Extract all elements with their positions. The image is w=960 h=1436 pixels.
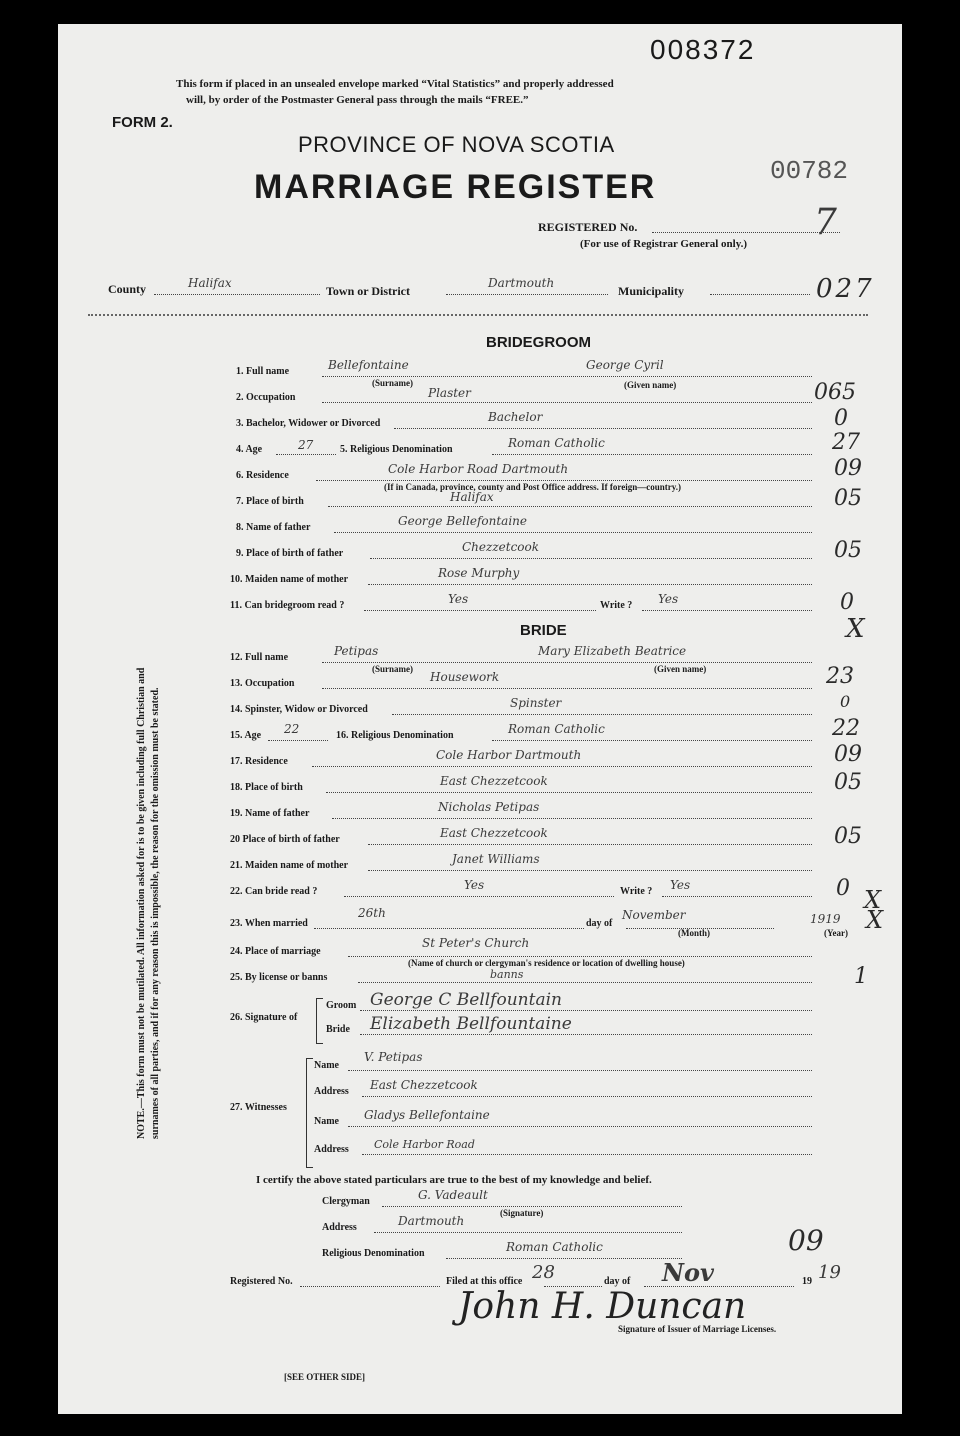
cert-religion-line (446, 1258, 682, 1259)
county-label: County (108, 282, 147, 296)
bride-occupation-line (322, 688, 812, 689)
groom-religion: Roman Catholic (508, 436, 605, 450)
groom-father-birthplace: Chezzetcook (462, 540, 540, 554)
code-groom-age: 27 (832, 430, 860, 455)
bride-sig-label: Bride (326, 1024, 350, 1035)
married-day: 26th (358, 906, 386, 920)
bride-status-line (392, 714, 812, 715)
bride-father-birthplace-line (368, 844, 812, 845)
bride-read-line (344, 896, 614, 897)
bride-birthplace: East Chezzetcook (440, 774, 548, 788)
witness-1-name: V. Petipas (364, 1050, 423, 1064)
cert-address-label: Address (322, 1222, 357, 1233)
code-bride-occupation: 23 (826, 664, 854, 689)
issuer-signature: John H. Duncan (458, 1286, 747, 1327)
bride-age: 22 (284, 722, 300, 736)
witnesses-label: 27. Witnesses (230, 1102, 287, 1113)
filed-day: 28 (532, 1262, 555, 1283)
bride-occupation: Housework (430, 670, 500, 684)
year-note: (Year) (824, 928, 848, 938)
registered-line (652, 232, 840, 233)
code-groom-residence: 09 (834, 456, 862, 481)
cert-religion-label: Religious Denomination (322, 1248, 425, 1259)
signature-of-label: 26. Signature of (230, 1012, 298, 1023)
groom-write: Yes (658, 592, 679, 606)
place-of-marriage-label: 24. Place of marriage (230, 946, 321, 957)
bride-read: Yes (464, 878, 485, 892)
groom-age-line (276, 454, 336, 455)
cert-address: Dartmouth (398, 1214, 465, 1228)
groom-father-line (334, 532, 812, 533)
bride-residence-line (312, 766, 812, 767)
groom-read-line (364, 610, 596, 611)
code-groom-write: X (846, 614, 865, 644)
w1-address-label: Address (314, 1086, 349, 1097)
side-note (136, 479, 161, 1139)
groom-age: 27 (298, 438, 314, 452)
bride-read-label: 22. Can bride read ? (230, 886, 318, 897)
groom-surname: Bellefontaine (328, 358, 409, 372)
groom-birthplace: Halifax (450, 490, 494, 504)
municipality-label: Municipality (618, 284, 685, 298)
mail-note-line-1: This form if placed in an unsealed envelope marked “Vital Statistics” and properly addressed (176, 78, 614, 90)
side-note-line-1: NOTE.—This form must not be mutilated. All information asked for is to be given including full Christian and (136, 667, 147, 1139)
bride-birthplace-label: 18. Place of birth (230, 782, 303, 793)
groom-residence-label: 6. Residence (236, 470, 289, 481)
code-groom-father-birthplace: 05 (834, 538, 862, 563)
groom-given-note: (Given name) (624, 380, 677, 390)
bride-surname: Petipas (334, 644, 379, 658)
bride-fullname-label: 12. Full name (230, 652, 289, 663)
married-month: November (622, 908, 686, 922)
county-line (154, 294, 320, 295)
filed-day-of-label: day of (604, 1276, 631, 1287)
bride-residence-label: 17. Residence (230, 756, 288, 767)
municipality-line (710, 294, 810, 295)
registered-value: 7 (814, 202, 837, 243)
town-line (446, 294, 608, 295)
groom-father-birthplace-label: 9. Place of birth of father (236, 548, 344, 559)
certification-statement: I certify the above stated particulars are true to the best of my knowledge and belief. (256, 1174, 652, 1186)
province-title: PROVINCE OF NOVA SCOTIA (298, 132, 615, 157)
bride-father-label: 19. Name of father (230, 808, 310, 819)
bride-write-line (662, 896, 812, 897)
witness-2-address: Cole Harbor Road (374, 1138, 475, 1151)
bride-surname-note: (Surname) (372, 664, 413, 674)
bride-write: Yes (670, 878, 691, 892)
groom-given: George Cyril (586, 358, 664, 372)
bride-heading: BRIDE (520, 622, 567, 639)
town-label: Town or District (326, 284, 410, 298)
mail-note-line-2: will, by order of the Postmaster General pass through the mails “FREE.” (186, 94, 529, 106)
signature-brace (316, 998, 323, 1044)
code-bride-age: 22 (832, 716, 860, 741)
married-year: 1919 (810, 912, 841, 926)
clergyman-signature: G. Vadeault (418, 1188, 488, 1202)
registered-no-line (300, 1286, 440, 1287)
cert-religion: Roman Catholic (506, 1240, 603, 1254)
groom-occupation: Plaster (428, 386, 471, 400)
registered-no-label: Registered No. (230, 1276, 293, 1287)
municipality-value: 027 (816, 274, 875, 304)
w2-address-label: Address (314, 1144, 349, 1155)
w1-name-line (348, 1070, 812, 1071)
town-value: Dartmouth (488, 276, 555, 290)
groom-sig-label: Groom (326, 1000, 357, 1011)
registered-label: REGISTERED No. (538, 220, 638, 234)
groom-write-line (642, 610, 812, 611)
code-bride-status: 0 (840, 692, 851, 711)
groom-mother: Rose Murphy (438, 566, 520, 580)
code-bride-father-birthplace: 05 (834, 824, 862, 849)
w2-name-line (348, 1126, 812, 1127)
marriage-register-form (58, 24, 902, 1414)
cert-address-line (374, 1232, 682, 1233)
clergyman-label: Clergyman (322, 1196, 370, 1207)
bride-religion-line (492, 740, 812, 741)
place-of-marriage-line (348, 956, 812, 957)
form-number: FORM 2. (112, 114, 173, 131)
groom-status-line (394, 428, 812, 429)
filed-label: Filed at this office (446, 1276, 523, 1287)
bride-fullname-line (322, 662, 812, 663)
groom-write-label: Write ? (600, 600, 633, 611)
witness-2-name: Gladys Bellefontaine (364, 1108, 490, 1122)
bride-age-label: 15. Age (230, 730, 262, 741)
groom-occupation-label: 2. Occupation (236, 392, 296, 403)
groom-sig-line (360, 1010, 812, 1011)
bride-given: Mary Elizabeth Beatrice (538, 644, 687, 658)
day-of-label: day of (586, 918, 613, 929)
code-groom-birthplace: 05 (834, 486, 862, 511)
groom-mother-label: 10. Maiden name of mother (230, 574, 349, 585)
bride-religion-label: 16. Religious Denomination (336, 730, 454, 741)
bride-sig-line (360, 1034, 812, 1035)
groom-birthplace-label: 7. Place of birth (236, 496, 304, 507)
code-bride-residence: 09 (834, 742, 862, 767)
bride-birthplace-line (326, 792, 812, 793)
bride-status-label: 14. Spinster, Widow or Divorced (230, 704, 368, 715)
groom-age-label: 4. Age (236, 444, 263, 455)
witnesses-brace (306, 1058, 313, 1168)
groom-fullname-label: 1. Full name (236, 366, 290, 377)
groom-residence-line (316, 480, 812, 481)
groom-father-birthplace-line (370, 558, 812, 559)
month-note: (Month) (678, 928, 710, 938)
bride-residence: Cole Harbor Dartmouth (436, 748, 582, 762)
license-line (358, 982, 812, 983)
bride-father-line (332, 818, 812, 819)
code-bride-birthplace: 05 (834, 770, 862, 795)
license-value: banns (490, 968, 524, 981)
place-note: (Name of church or clergyman's residence or location of dwelling house) (408, 958, 685, 968)
w1-name-label: Name (314, 1060, 339, 1071)
stamp-number: 00782 (770, 156, 849, 186)
side-note-line-2: surnames of all parties, and if for any reason this is impossible, the reason for the omission must be stated. (150, 687, 161, 1139)
groom-status: Bachelor (488, 410, 543, 424)
code-license: 1 (854, 964, 868, 989)
section-rule (88, 314, 868, 316)
bride-religion: Roman Catholic (508, 722, 605, 736)
code-groom-status: 0 (834, 406, 848, 431)
bride-father: Nicholas Petipas (438, 800, 540, 814)
code-groom-occupation: 065 (814, 380, 856, 405)
groom-father: George Bellefontaine (398, 514, 527, 528)
groom-fullname-line (322, 376, 812, 377)
groom-residence-note: (If in Canada, province, county and Post Office address. If foreign—country.) (384, 482, 682, 492)
license-label: 25. By license or banns (230, 972, 328, 983)
clergyman-line (382, 1206, 682, 1207)
groom-father-label: 8. Name of father (236, 522, 311, 533)
groom-signature: George C Bellfountain (370, 990, 562, 1010)
registrar-note: (For use of Registrar General only.) (580, 238, 748, 250)
groom-read: Yes (448, 592, 469, 606)
issuer-note: Signature of Issuer of Marriage Licenses. (618, 1324, 777, 1334)
w2-name-label: Name (314, 1116, 339, 1127)
see-other-side: [SEE OTHER SIDE] (284, 1372, 366, 1382)
groom-religion-label: 5. Religious Denomination (340, 444, 453, 455)
w2-address-line (362, 1154, 812, 1155)
bride-father-birthplace-label: 20 Place of birth of father (230, 834, 340, 845)
filed-year-prefix: 19 (802, 1276, 812, 1287)
bride-mother-line (368, 870, 812, 871)
bride-signature: Elizabeth Bellfountaine (370, 1014, 572, 1034)
bridegroom-heading: BRIDEGROOM (486, 334, 591, 351)
filed-year-suffix: 19 (818, 1262, 841, 1283)
code-groom-read: 0 (840, 590, 854, 615)
bride-mother-label: 21. Maiden name of mother (230, 860, 349, 871)
groom-status-label: 3. Bachelor, Widower or Divorced (236, 418, 381, 429)
groom-surname-note: (Surname) (372, 378, 413, 388)
code-year-mark: X (866, 906, 884, 934)
bride-father-birthplace: East Chezzetcook (440, 826, 548, 840)
groom-mother-line (368, 584, 812, 585)
bride-occupation-label: 13. Occupation (230, 678, 295, 689)
filed-month: Nov (662, 1258, 714, 1287)
bride-given-note: (Given name) (654, 664, 707, 674)
code-bride-read: 0 (836, 876, 850, 901)
groom-religion-line (492, 454, 812, 455)
groom-occupation-line (322, 402, 812, 403)
witness-1-address: East Chezzetcook (370, 1078, 478, 1092)
groom-residence: Cole Harbor Road Dartmouth (388, 462, 569, 476)
code-bride-write: X (864, 886, 882, 914)
w1-address-line (362, 1096, 812, 1097)
bride-mother: Janet Williams (452, 852, 540, 866)
bride-age-line (268, 740, 328, 741)
groom-read-label: 11. Can bridegroom read ? (230, 600, 345, 611)
groom-birthplace-line (328, 506, 812, 507)
code-clergy: 09 (788, 1224, 824, 1257)
bride-write-label: Write ? (620, 886, 653, 897)
signature-note: (Signature) (500, 1208, 544, 1218)
bride-status: Spinster (510, 696, 562, 710)
when-married-label: 23. When married (230, 918, 308, 929)
when-married-line (314, 928, 584, 929)
serial-number: 008372 (650, 34, 756, 65)
place-of-marriage: St Peter's Church (422, 936, 530, 950)
page-title: MARRIAGE REGISTER (254, 168, 657, 206)
county-value: Halifax (188, 276, 232, 290)
